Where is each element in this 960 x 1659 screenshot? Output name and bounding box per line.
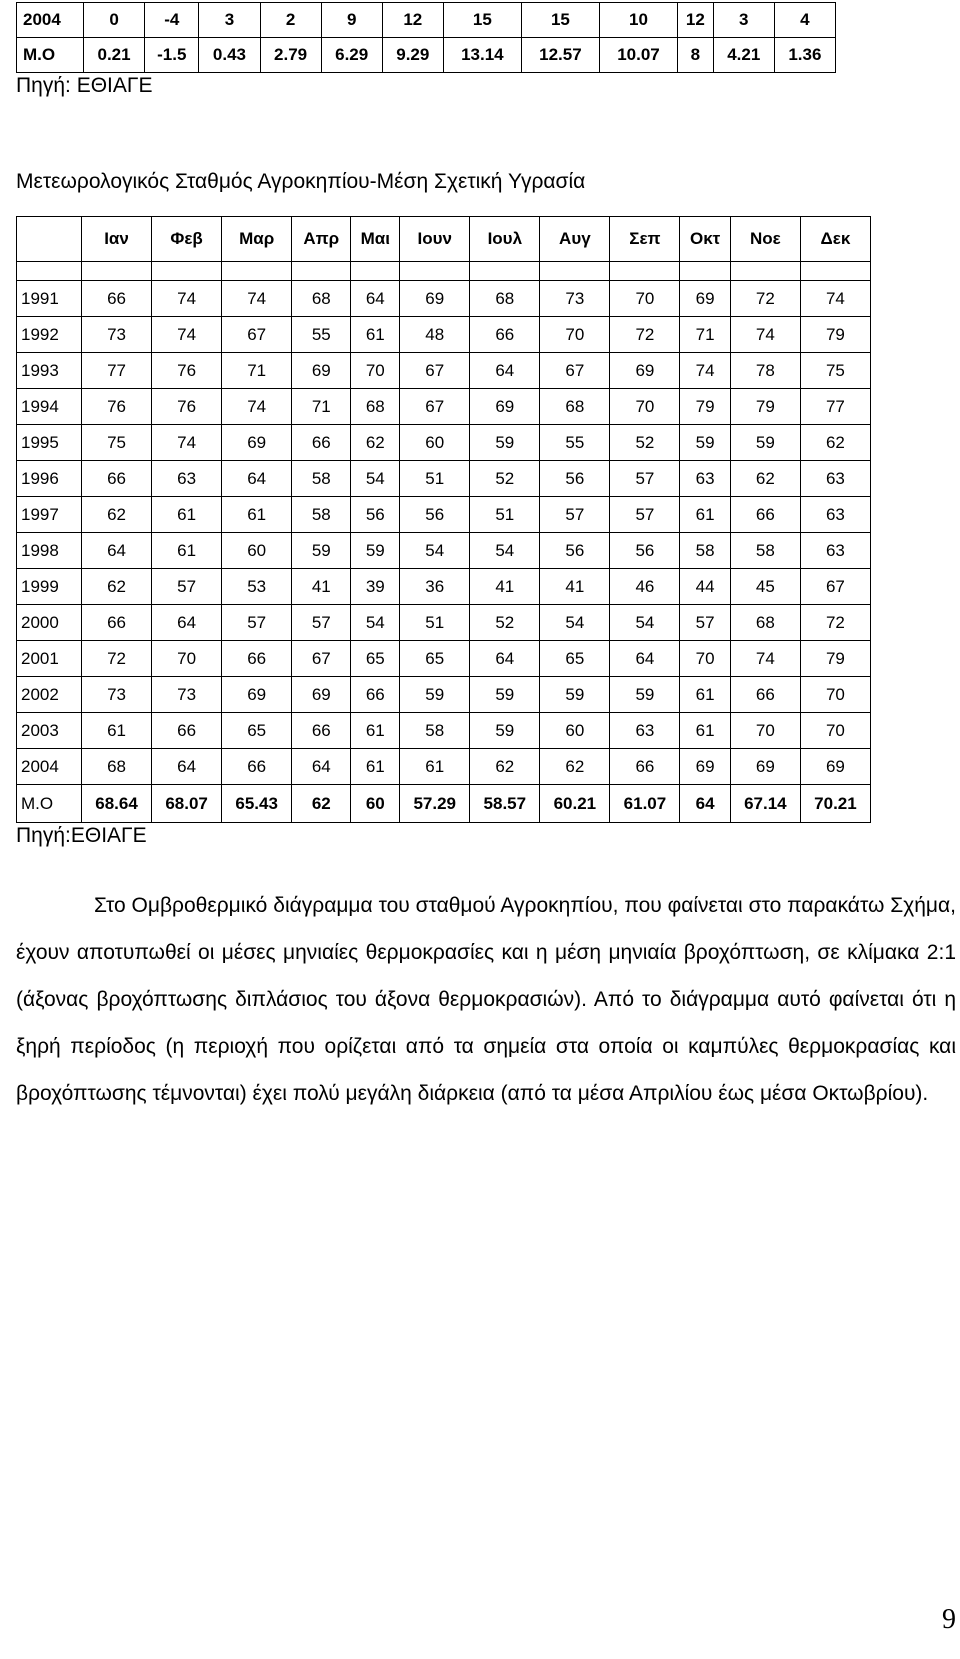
table-cell: 66 [82, 461, 152, 497]
table-cell: 78 [730, 353, 800, 389]
table-cell: 6.29 [321, 38, 382, 73]
table-cell: 9 [321, 3, 382, 38]
table-cell: 2.79 [260, 38, 321, 73]
empty-cell [152, 262, 222, 281]
table-cell: 54 [540, 605, 610, 641]
average-cell: 58.57 [470, 785, 540, 823]
table-row [17, 281, 871, 317]
table-cell: 74 [680, 353, 730, 389]
table-row [17, 713, 871, 749]
year-cell: 2002 [17, 677, 82, 713]
table-cell: 74 [222, 389, 292, 425]
empty-cell [540, 262, 610, 281]
table-cell: 74 [730, 641, 800, 677]
table-cell: 63 [610, 713, 680, 749]
table-cell: 79 [800, 641, 870, 677]
table-cell: 63 [680, 461, 730, 497]
table-cell: 13.14 [443, 38, 521, 73]
month-header: Σεπ [610, 217, 680, 262]
table-cell: 62 [82, 569, 152, 605]
table-cell: 51 [470, 497, 540, 533]
average-cell: 62 [292, 785, 351, 823]
table-cell: 63 [152, 461, 222, 497]
table-cell: 67 [400, 353, 470, 389]
table-cell: 64 [351, 281, 400, 317]
table-cell: 62 [351, 425, 400, 461]
table-cell: 52 [610, 425, 680, 461]
table-cell: 51 [400, 461, 470, 497]
humidity-table [16, 216, 871, 823]
table-cell: 66 [222, 749, 292, 785]
month-header: Ιουλ [470, 217, 540, 262]
year-cell: 1997 [17, 497, 82, 533]
table-cell: 69 [470, 389, 540, 425]
table-cell: 61 [680, 713, 730, 749]
table-cell: 59 [610, 677, 680, 713]
table-cell: 70 [680, 641, 730, 677]
table-cell: 54 [470, 533, 540, 569]
table-cell: 69 [400, 281, 470, 317]
table-cell: 59 [680, 425, 730, 461]
table-cell: 67 [540, 353, 610, 389]
table-cell: 46 [610, 569, 680, 605]
table-cell: 41 [292, 569, 351, 605]
table-cell: 62 [540, 749, 610, 785]
table-cell: 59 [730, 425, 800, 461]
table-row [17, 425, 871, 461]
header-row [17, 217, 871, 262]
table-cell: 58 [292, 461, 351, 497]
table-cell: 75 [800, 353, 870, 389]
table-row [17, 605, 871, 641]
table-cell: 77 [800, 389, 870, 425]
table-cell: 68 [730, 605, 800, 641]
table-cell: 69 [222, 677, 292, 713]
table-cell: 54 [351, 605, 400, 641]
year-cell: 1993 [17, 353, 82, 389]
table-cell: 66 [292, 713, 351, 749]
year-cell: 2004 [17, 749, 82, 785]
table-cell: 69 [680, 281, 730, 317]
average-cell: 67.14 [730, 785, 800, 823]
month-header: Ιαν [82, 217, 152, 262]
table-cell: 62 [470, 749, 540, 785]
source-note: Πηγή: ΕΘΙΑΓΕ [16, 74, 153, 97]
table-cell: 63 [800, 461, 870, 497]
year-cell: 1996 [17, 461, 82, 497]
table-cell: 3 [713, 3, 774, 38]
table-cell: 58 [400, 713, 470, 749]
table-cell: 55 [292, 317, 351, 353]
table-cell: 59 [470, 677, 540, 713]
table-cell: 59 [470, 425, 540, 461]
table-cell: 66 [82, 281, 152, 317]
table-row [17, 749, 871, 785]
table-cell: 0.21 [84, 38, 145, 73]
year-cell: 2000 [17, 605, 82, 641]
table-cell: 72 [82, 641, 152, 677]
table-cell: 59 [292, 533, 351, 569]
table-cell: 58 [680, 533, 730, 569]
table-cell: 65 [540, 641, 610, 677]
table-cell: 67 [400, 389, 470, 425]
empty-cell [680, 262, 730, 281]
body-paragraph [16, 882, 956, 1117]
table-cell: 68 [351, 389, 400, 425]
table-cell: 2 [260, 3, 321, 38]
table-cell: 45 [730, 569, 800, 605]
month-header: Απρ [292, 217, 351, 262]
table-cell: 63 [800, 497, 870, 533]
empty-cell [800, 262, 870, 281]
table-cell: 79 [800, 317, 870, 353]
table-cell: 66 [82, 605, 152, 641]
table-cell: 69 [292, 677, 351, 713]
table-cell: 76 [152, 389, 222, 425]
table-cell: 48 [400, 317, 470, 353]
table-row [17, 461, 871, 497]
table-cell: 73 [152, 677, 222, 713]
table-cell: 76 [152, 353, 222, 389]
table-cell: 66 [292, 425, 351, 461]
table-cell: 61 [152, 533, 222, 569]
table-cell: 56 [351, 497, 400, 533]
table-cell: 66 [610, 749, 680, 785]
table-cell: 70 [152, 641, 222, 677]
corner-cell [17, 217, 82, 262]
average-cell: 68.07 [152, 785, 222, 823]
table-cell: 51 [400, 605, 470, 641]
table-cell: 61 [680, 677, 730, 713]
month-header: Δεκ [800, 217, 870, 262]
table-cell: 70 [351, 353, 400, 389]
table-cell: 53 [222, 569, 292, 605]
month-header: Ιουν [400, 217, 470, 262]
average-cell: 65.43 [222, 785, 292, 823]
temperature-table-fragment [16, 2, 836, 73]
table-cell: 58 [292, 497, 351, 533]
table-row [17, 38, 836, 73]
year-cell: 1994 [17, 389, 82, 425]
table-cell: 59 [540, 677, 610, 713]
table-cell: 72 [800, 605, 870, 641]
table-cell: 9.29 [382, 38, 443, 73]
table-cell: 57 [540, 497, 610, 533]
table-cell: 62 [800, 425, 870, 461]
table-cell: 64 [610, 641, 680, 677]
empty-cell [470, 262, 540, 281]
year-cell: 1995 [17, 425, 82, 461]
empty-cell [400, 262, 470, 281]
table-cell: 12 [677, 3, 713, 38]
table-cell: 65 [400, 641, 470, 677]
table-cell: 57 [292, 605, 351, 641]
table-cell: 61 [351, 317, 400, 353]
year-cell: 2001 [17, 641, 82, 677]
table-cell: 52 [470, 605, 540, 641]
empty-cell [610, 262, 680, 281]
empty-cell [730, 262, 800, 281]
table-cell: 44 [680, 569, 730, 605]
table-cell: 64 [152, 749, 222, 785]
table-cell: 56 [540, 461, 610, 497]
table-cell: -4 [145, 3, 199, 38]
table-cell: 58 [730, 533, 800, 569]
table-cell: 74 [152, 317, 222, 353]
table-cell: 59 [400, 677, 470, 713]
table-cell: 70 [800, 713, 870, 749]
table-cell: 1.36 [774, 38, 835, 73]
table-cell: 63 [800, 533, 870, 569]
table-cell: 79 [730, 389, 800, 425]
table-cell: 68 [540, 389, 610, 425]
table-row [17, 317, 871, 353]
table-cell: 57 [222, 605, 292, 641]
month-header: Οκτ [680, 217, 730, 262]
table-cell: 66 [222, 641, 292, 677]
table-cell: 71 [680, 317, 730, 353]
table-cell: 68 [292, 281, 351, 317]
year-cell: 1991 [17, 281, 82, 317]
table-cell: 57 [680, 605, 730, 641]
table-cell: 54 [400, 533, 470, 569]
empty-cell [222, 262, 292, 281]
empty-cell [82, 262, 152, 281]
average-row [17, 785, 871, 823]
month-header: Μαρ [222, 217, 292, 262]
table-cell: 64 [82, 533, 152, 569]
table-cell: 64 [222, 461, 292, 497]
table-cell: 71 [292, 389, 351, 425]
average-cell: 61.07 [610, 785, 680, 823]
table-cell: 3 [199, 3, 260, 38]
table-cell: 61 [152, 497, 222, 533]
table-cell: 61 [400, 749, 470, 785]
year-cell: 1999 [17, 569, 82, 605]
table-cell: 69 [292, 353, 351, 389]
average-cell: 68.64 [82, 785, 152, 823]
table-cell: 67 [800, 569, 870, 605]
table-cell: 57 [610, 461, 680, 497]
table-cell: 15 [521, 3, 599, 38]
empty-cell [292, 262, 351, 281]
page-number: 9 [942, 1604, 956, 1635]
humidity-table-title: Μετεωρολογικός Σταθμός Αγροκηπίου-Μέση Σχετική Υγρασία [16, 170, 586, 193]
table-row [17, 641, 871, 677]
table-cell: 4.21 [713, 38, 774, 73]
table-cell: 56 [540, 533, 610, 569]
table-cell: 72 [610, 317, 680, 353]
month-header: Μαι [351, 217, 400, 262]
table-cell: 56 [610, 533, 680, 569]
table-cell: 54 [351, 461, 400, 497]
table-cell: 73 [82, 677, 152, 713]
table-cell: 66 [730, 497, 800, 533]
table-row [17, 497, 871, 533]
table-cell: 76 [82, 389, 152, 425]
table-cell: 73 [82, 317, 152, 353]
average-cell: 57.29 [400, 785, 470, 823]
table-cell: 61 [222, 497, 292, 533]
row-label: M.O [17, 38, 84, 73]
table-cell: 12.57 [521, 38, 599, 73]
table-cell: 68 [470, 281, 540, 317]
table-cell: 39 [351, 569, 400, 605]
table-cell: 12 [382, 3, 443, 38]
table-cell: 54 [610, 605, 680, 641]
table-cell: 59 [470, 713, 540, 749]
table-cell: 62 [82, 497, 152, 533]
table-cell: 70 [800, 677, 870, 713]
table-cell: 74 [730, 317, 800, 353]
table-cell: 64 [470, 353, 540, 389]
table-cell: 72 [730, 281, 800, 317]
table-cell: 56 [400, 497, 470, 533]
table-cell: 79 [680, 389, 730, 425]
year-cell: 1998 [17, 533, 82, 569]
table-cell: 10.07 [599, 38, 677, 73]
table-cell: 61 [351, 713, 400, 749]
year-cell: 2003 [17, 713, 82, 749]
table-cell: 60 [222, 533, 292, 569]
table-cell: 74 [222, 281, 292, 317]
table-cell: -1.5 [145, 38, 199, 73]
table-cell: 15 [443, 3, 521, 38]
table-cell: 60 [540, 713, 610, 749]
table-cell: 0.43 [199, 38, 260, 73]
table-cell: 36 [400, 569, 470, 605]
table-cell: 8 [677, 38, 713, 73]
average-cell: 70.21 [800, 785, 870, 823]
table-cell: 73 [540, 281, 610, 317]
table-cell: 41 [470, 569, 540, 605]
spacer-row [17, 262, 871, 281]
table-cell: 66 [351, 677, 400, 713]
table-cell: 64 [292, 749, 351, 785]
table-cell: 61 [680, 497, 730, 533]
table-cell: 71 [222, 353, 292, 389]
month-header: Νοε [730, 217, 800, 262]
row-label: 2004 [17, 3, 84, 38]
table-cell: 69 [610, 353, 680, 389]
table-row [17, 569, 871, 605]
table-cell: 70 [730, 713, 800, 749]
year-cell: 1992 [17, 317, 82, 353]
average-label: M.O [17, 785, 82, 823]
table-cell: 70 [610, 281, 680, 317]
table-cell: 10 [599, 3, 677, 38]
table-row [17, 353, 871, 389]
table-cell: 66 [470, 317, 540, 353]
table-cell: 74 [800, 281, 870, 317]
table-row [17, 3, 836, 38]
table-row [17, 677, 871, 713]
paragraph-text: Στο Ομβροθερμικό διάγραμμα του σταθμού Αγροκηπίου, που φαίνεται στο παρακάτω Σχήμα, έχουν αποτυπωθεί οι μέσες μηνιαίες θερμοκρασίες και η μέση μηνιαία βροχόπτωση, σε κλίμακα 2:1 (άξονας βροχόπτωσης διπλάσιος του άξονα θερμοκρασιών). Από το διάγραμμα αυτό φαίνεται ότι η ξηρή περίοδος (η περιοχή που ορίζεται από τα σημεία στα οποία οι καμπύλες θερμοκρασίας και βροχόπτωσης τέμνονται) έχει πολύ μεγάλη διάρκεια (από τα μέσα Απριλίου έως μέσα Οκτωβρίου). [16, 894, 956, 1105]
table-cell: 55 [540, 425, 610, 461]
empty-cell [17, 262, 82, 281]
table-cell: 66 [730, 677, 800, 713]
table-cell: 70 [540, 317, 610, 353]
table-row [17, 389, 871, 425]
month-header: Φεβ [152, 217, 222, 262]
table-cell: 69 [800, 749, 870, 785]
table-cell: 59 [351, 533, 400, 569]
average-cell: 60.21 [540, 785, 610, 823]
table-cell: 68 [82, 749, 152, 785]
table-cell: 41 [540, 569, 610, 605]
table-cell: 67 [222, 317, 292, 353]
empty-cell [351, 262, 400, 281]
table-cell: 61 [351, 749, 400, 785]
table-cell: 70 [610, 389, 680, 425]
table-cell: 69 [680, 749, 730, 785]
table-cell: 69 [730, 749, 800, 785]
source-note-2: Πηγή:ΕΘΙΑΓΕ [16, 824, 147, 847]
table-row [17, 533, 871, 569]
table-cell: 64 [470, 641, 540, 677]
table-cell: 67 [292, 641, 351, 677]
table-cell: 77 [82, 353, 152, 389]
table-cell: 61 [82, 713, 152, 749]
average-cell: 64 [680, 785, 730, 823]
table-cell: 64 [152, 605, 222, 641]
month-header: Αυγ [540, 217, 610, 262]
table-cell: 4 [774, 3, 835, 38]
table-cell: 57 [152, 569, 222, 605]
table-cell: 0 [84, 3, 145, 38]
table-cell: 69 [222, 425, 292, 461]
table-cell: 74 [152, 425, 222, 461]
table-cell: 52 [470, 461, 540, 497]
table-cell: 57 [610, 497, 680, 533]
table-cell: 74 [152, 281, 222, 317]
table-cell: 65 [351, 641, 400, 677]
average-cell: 60 [351, 785, 400, 823]
table-cell: 65 [222, 713, 292, 749]
table-cell: 66 [152, 713, 222, 749]
table-cell: 75 [82, 425, 152, 461]
table-cell: 60 [400, 425, 470, 461]
table-cell: 62 [730, 461, 800, 497]
